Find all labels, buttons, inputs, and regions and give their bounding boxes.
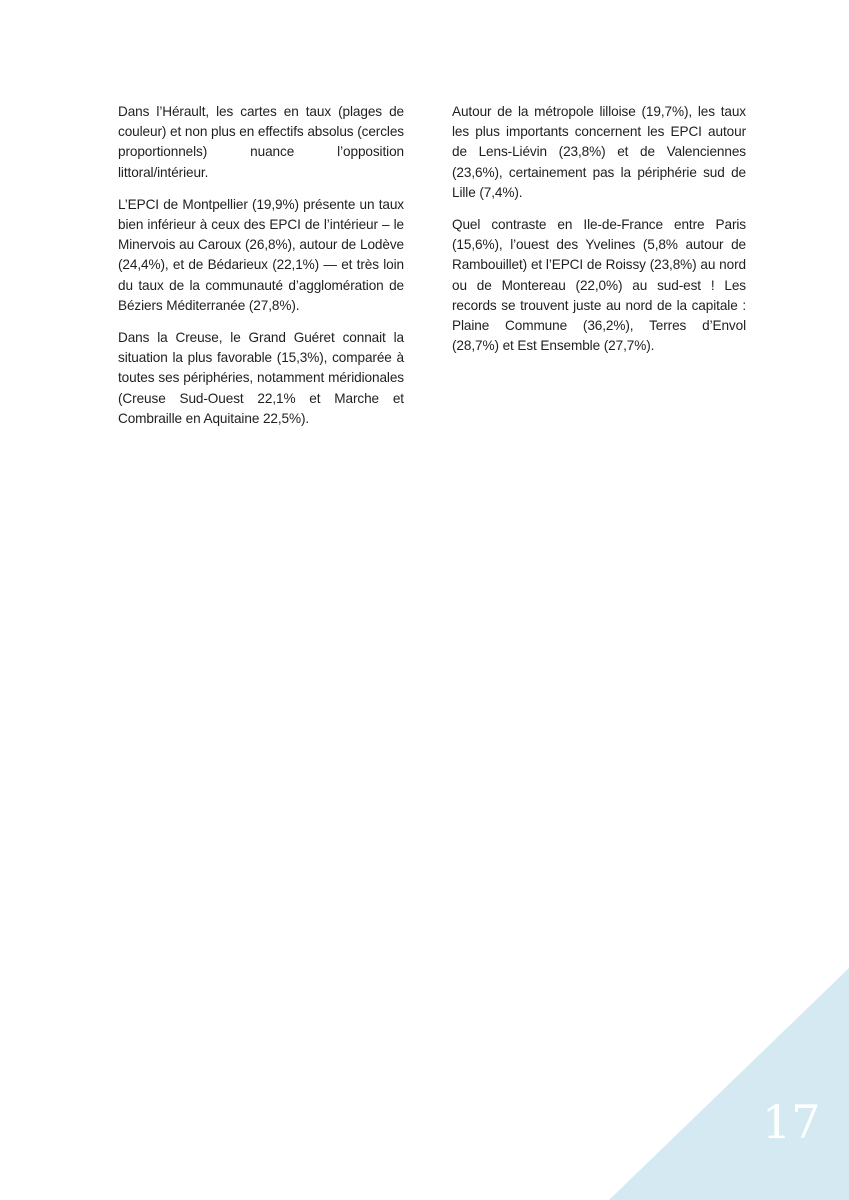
paragraph-creuse: Dans la Creuse, le Grand Guéret connait la situation la plus favorable (15,3%), comparée à toutes ses périphéries, notamment méridionales (Creuse Sud-Ouest 22,1% et Marche et Combraille en Aquitaine 22,5%). [118,330,404,426]
paragraph-ile-de-france: Quel contraste en Ile-de-France entre Paris (15,6%), l’ouest des Yvelines (5,8% autour de Rambouillet) et l’EPCI de Roissy (23,8%) au nord ou de Montereau (22,0%) au sud-est ! Les records se trouvent juste au nord de la capitale : Plaine Commune (36,2%), Terres d’Envol (28,7%) et Est Ensemble (27,7%). [452,217,746,354]
right-text-column [452,102,746,368]
corner-triangle-decoration [609,968,849,1200]
paragraph-lille: Autour de la métropole lilloise (19,7%), les taux les plus importants concernent les EPCI autour de Lens-Liévin (23,8%) et de Valenciennes (23,6%), certainement pas la périphérie sud de Lille (7,4%). [452,104,746,200]
paragraph-montpellier: L’EPCI de Montpellier (19,9%) présente un taux bien inférieur à ceux des EPCI de l’intérieur – le Minervois au Caroux (26,8%), autour de Lodève (24,4%), et de Bédarieux (22,1%) — et très loin du taux de la communauté d’agglomération de Béziers Méditerranée (27,8%). [118,196,404,313]
left-text-column [118,102,404,441]
paragraph-herault: Dans l’Hérault, les cartes en taux (plages de couleur) et non plus en effectifs absolus (cercles proportionnels) nuance l’opposition littoral/intérieur. [118,104,404,180]
page-number: 17 [762,1095,821,1149]
